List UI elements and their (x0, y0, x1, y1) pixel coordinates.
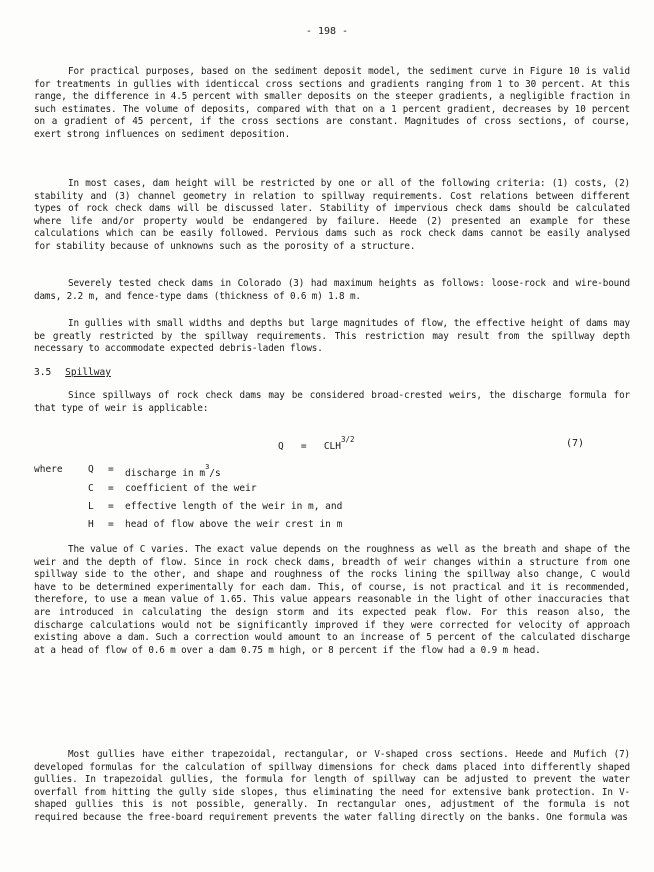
paragraph-dam-height-criteria: In most cases, dam height will be restricted by one or all of the following criteria: (1) costs, (2) stability and (3) channel geometry in relation to spillway requirements. Cost relations between different types of rock check dams will be discussed later. Stability of impervious check dams should be calculated where life and/or property would be endangered by failure. Heede (2) presented an example for these calculations which can be easily followed. Pervious dams such as rock check dams cannot be easily analysed for stability because of unknowns such as the porosity of a structure. (34, 178, 630, 252)
paragraph-spillway-restriction: In gullies with small widths and depths but large magnitudes of flow, the effective height of dams may be greatly restricted by the spillway requirements. This restriction may result from the spillway depth necessary to accommodate expected debris-laden flows. (34, 318, 630, 355)
definition-text: discharge in $m^3/s$ (125, 463, 221, 480)
discharge-equation (278, 435, 355, 453)
section-number: 3.5 (34, 367, 52, 378)
page-number: - 198 - (305, 26, 349, 37)
paragraph-sediment-curve: For practical purposes, based on the sediment deposit model, the sediment curve in Figure 10 is valid for treatments in gullies with identiccal cross sections and gradients ranging from 1 to 30 percent. At this range, the difference in 4.5 percent with smaller deposits on the steeper gradients, a negligible fraction in such estimates. The volume of deposits, compared with that on a 1 percent gradient, decreases by 10 percent on a gradient of 45 percent, if the cross sections are constant. Magnitudes of cross sections, of course, exert strong influences on sediment deposition. (34, 66, 630, 140)
definition-row (0, 482, 654, 496)
definition-equals: = (108, 519, 114, 530)
definition-row (0, 500, 654, 514)
equation-exponent: 3/2 (340, 435, 355, 444)
definition-row (0, 518, 654, 532)
where-label: where (34, 464, 63, 475)
section-heading (34, 367, 111, 378)
definition-symbol: H (88, 519, 94, 530)
definition-text: head of flow above the weir crest in m (125, 519, 343, 530)
equation-lhs: Q (278, 441, 284, 453)
definition-symbol: Q (88, 464, 94, 475)
definition-symbol: C (88, 483, 94, 494)
paragraph-tested-dams: Severely tested check dams in Colorado (3) had maximum heights as follows: loose-rock and wire-bound dams, 2.2 m, and fence-type dams (thickness of 0.6 m) 1.8 m. (34, 278, 630, 302)
definition-equals: = (108, 464, 114, 475)
paragraph-gully-shapes: Most gullies have either trapezoidal, rectangular, or V-shaped cross sections. Heede and Mufich (7) developed formulas for the calculation of spillway dimensions for check dams placed into differently shaped gullies. In trapezoidal gullies, the formula for length of spillway can be adjusted to prevent the water overfall from hitting the gully side slopes, thus eliminating the need for extensive bank protection. In V-shaped gullies this is not possible, generally. In rectangular ones, adjustment of the formula is not required because the free-board requirement prevents the water falling directly on the banks. One formula was (34, 749, 630, 823)
section-title: Spillway (65, 367, 111, 378)
definition-equals: = (108, 483, 114, 494)
definition-text: effective length of the weir in m, and (125, 501, 343, 512)
paragraph-broad-crested-weirs: Since spillways of rock check dams may be considered broad-crested weirs, the discharge formula for that type of weir is applicable: (34, 390, 630, 414)
definition-text: coefficient of the weir (125, 483, 257, 494)
definition-equals: = (108, 501, 114, 512)
equation-number: (7) (566, 438, 585, 449)
definition-symbol: L (88, 501, 94, 512)
equation-equals: = (300, 441, 307, 453)
definition-row (0, 463, 654, 480)
equation-rhs: CLH (323, 441, 341, 453)
paragraph-value-of-c: The value of C varies. The exact value depends on the roughness as well as the breath and shape of the weir and the depth of flow. Since in rock check dams, breadth of weir changes within a structure from one spillway side to the other, and shape and roughness of the rocks lining the spillway also change, C would have to be determined experimentally for each dam. This, of course, is not practical and it is recommended, therefore, to use a mean value of 1.65. This value appears reasonable in the light of other inaccuracies that are introduced in calculating the design storm and its expected peak flow. For this reason also, the discharge calculations would not be significantly improved if they were corrected for velocity of approach existing above a dam. Such a correction would amount to an increase of 5 percent of the calculated discharge at a head of flow of 0.6 m over a dam 0.75 m high, or 8 percent if the flow had a 0.9 m head. (34, 544, 630, 656)
